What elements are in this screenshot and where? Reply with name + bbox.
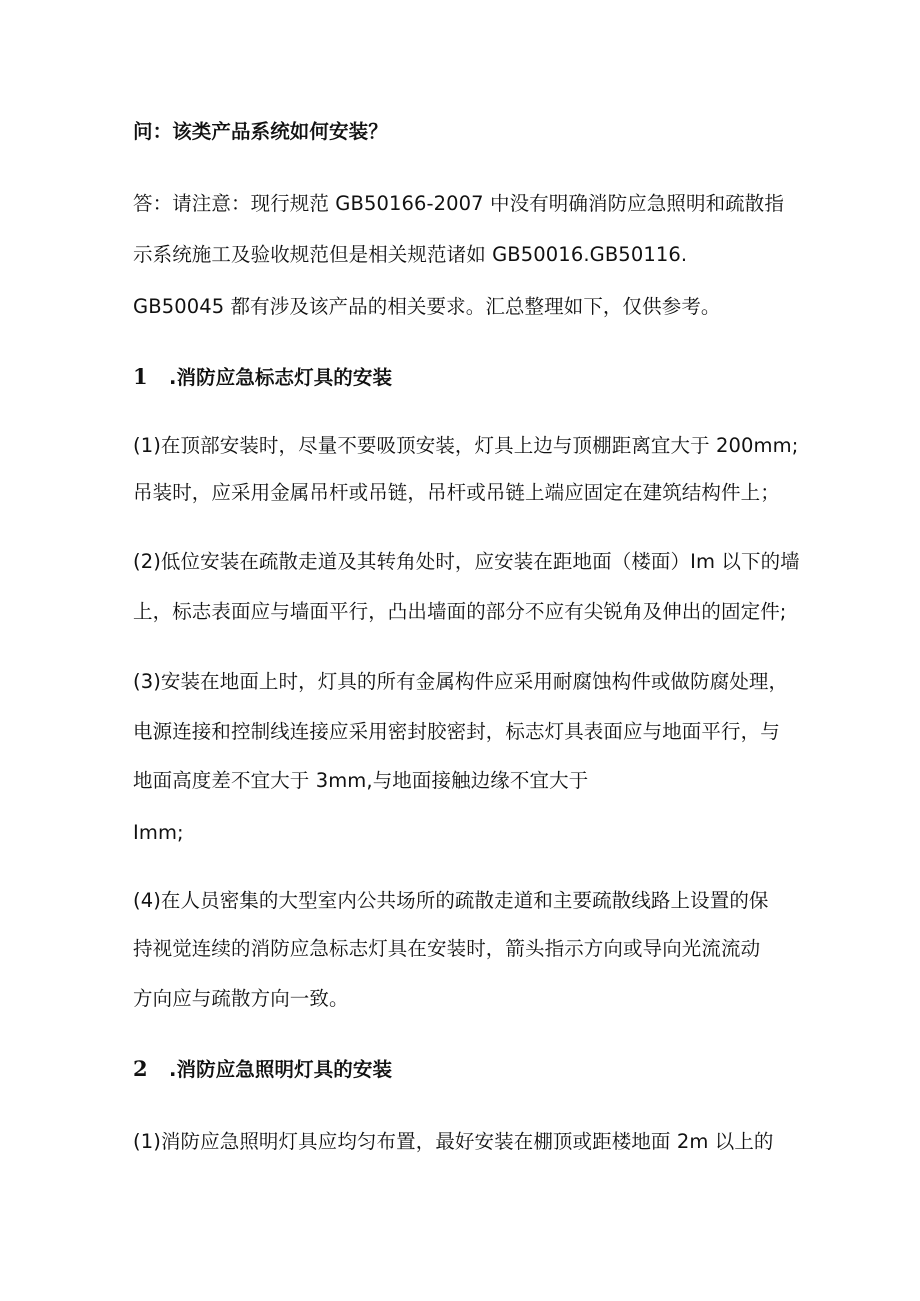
section-1-item-1-line-1: (1)在顶部安装时，尽量不要吸顶安装，灯具上边与顶棚距离宜大于 200mm;	[133, 434, 799, 457]
section-1-item-3-line-3: 地面高度差不宜大于 3mm,与地面接触边缘不宜大于	[133, 769, 589, 792]
section-2-heading	[133, 1054, 392, 1085]
section-1-item-4-line-3: 方向应与疏散方向一致。	[133, 987, 349, 1010]
section-1-item-3-line-1: (3)安装在地面上时，灯具的所有金属构件应采用耐腐蚀构件或做防腐处理，	[133, 670, 789, 693]
section-2-item-1-line-1: (1)消防应急照明灯具应均匀布置，最好安装在棚顶或距楼地面 2m 以上的	[133, 1130, 774, 1153]
question-text: 问：该类产品系统如何安装？	[133, 120, 388, 143]
section-1-item-4-line-2: 持视觉连续的消防应急标志灯具在安装时，箭头指示方向或导向光流流动	[133, 937, 761, 960]
section-2-number: 2	[133, 1056, 148, 1081]
section-1-item-2-line-1: (2)低位安装在疏散走道及其转角处时，应安装在距地面（楼面）Im 以下的墙	[133, 550, 800, 573]
section-1-item-4-line-1: (4)在人员密集的大型室内公共场所的疏散走道和主要疏散线路上设置的保	[133, 889, 769, 912]
section-1-item-3-line-4: Imm;	[133, 821, 184, 844]
answer-line-2: 示系统施工及验收规范但是相关规范诸如 GB50016.GB50116.	[133, 243, 688, 266]
section-1-item-2-line-2: 上，标志表面应与墙面平行，凸出墙面的部分不应有尖锐角及伸出的固定件;	[133, 600, 787, 623]
section-1-number: 1	[133, 364, 148, 389]
section-1-title: .消防应急标志灯具的安装	[169, 366, 393, 389]
section-2-title: .消防应急照明灯具的安装	[169, 1058, 393, 1081]
answer-line-3: GB50045 都有涉及该产品的相关要求。汇总整理如下，仅供参考。	[133, 295, 721, 318]
section-1-item-3-line-2: 电源连接和控制线连接应采用密封胶密封，标志灯具表面应与地面平行，与	[133, 720, 780, 743]
section-1-heading	[133, 362, 392, 393]
answer-line-1: 答：请注意：现行规范 GB50166-2007 中没有明确消防应急照明和疏散指	[133, 192, 784, 215]
section-1-item-1-line-2: 吊装时，应采用金属吊杆或吊链，吊杆或吊链上端应固定在建筑结构件上；	[133, 481, 780, 504]
